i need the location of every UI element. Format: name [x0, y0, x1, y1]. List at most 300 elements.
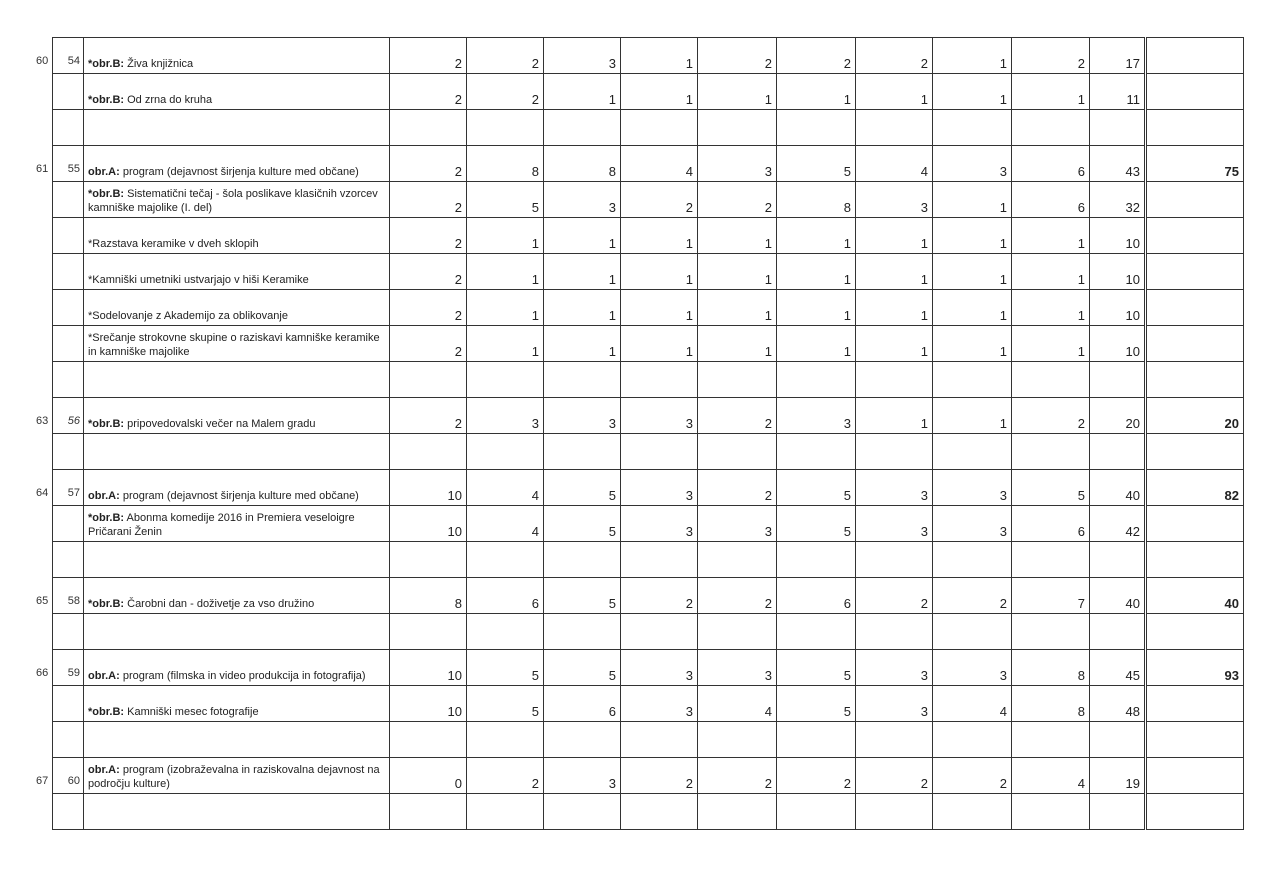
score-cell: 1: [621, 290, 698, 326]
form-prefix: obr.A:: [88, 490, 120, 502]
seq-cell: [53, 254, 84, 290]
total-cell: 17: [1090, 38, 1146, 74]
score-cell: 5: [544, 470, 621, 506]
description-text: Sistematični tečaj - šola poslikave klasičnih vzorcev kamniške majolike (I. del): [88, 188, 378, 214]
score-cell: [698, 110, 777, 146]
score-cell: [777, 722, 856, 758]
score-cell: [621, 362, 698, 398]
score-cell: 2: [777, 758, 856, 794]
score-cell: 2: [390, 326, 467, 362]
score-cell: 3: [856, 686, 933, 722]
grand-total-cell: [1146, 506, 1244, 542]
score-cell: 2: [933, 578, 1012, 614]
score-cell: 1: [544, 74, 621, 110]
score-cell: 3: [621, 506, 698, 542]
seq-cell: [53, 326, 84, 362]
score-cell: 8: [390, 578, 467, 614]
score-cell: [777, 110, 856, 146]
score-cell: 4: [467, 470, 544, 506]
score-cell: [1012, 794, 1090, 830]
score-cell: 3: [698, 650, 777, 686]
description-cell: [84, 542, 390, 578]
total-cell: [1090, 542, 1146, 578]
score-cell: 3: [467, 398, 544, 434]
score-cell: 1: [856, 254, 933, 290]
score-cell: 2: [390, 290, 467, 326]
grand-total-cell: [1146, 254, 1244, 290]
grand-total-cell: [1146, 722, 1244, 758]
score-cell: 6: [1012, 146, 1090, 182]
score-cell: 2: [856, 758, 933, 794]
total-cell: 32: [1090, 182, 1146, 218]
score-cell: 3: [621, 398, 698, 434]
table-row: [53, 146, 1244, 182]
score-cell: [390, 362, 467, 398]
form-prefix: obr.A:: [88, 166, 120, 178]
score-cell: 2: [390, 254, 467, 290]
total-cell: [1090, 614, 1146, 650]
sequence-number: 55: [67, 163, 80, 175]
score-cell: 2: [467, 74, 544, 110]
seq-cell: [53, 542, 84, 578]
score-cell: [390, 434, 467, 470]
score-cell: 2: [467, 38, 544, 74]
score-cell: 6: [1012, 506, 1090, 542]
score-cell: [856, 542, 933, 578]
score-cell: 5: [777, 650, 856, 686]
description-text: *Kamniški umetniki ustvarjajo v hiši Keramike: [88, 274, 309, 286]
description-cell: [84, 290, 390, 326]
score-cell: 1: [621, 74, 698, 110]
form-prefix: *obr.B:: [88, 94, 125, 106]
score-cell: 3: [933, 506, 1012, 542]
score-cell: 7: [1012, 578, 1090, 614]
score-cell: [621, 614, 698, 650]
seq-cell: [53, 74, 84, 110]
sequence-number: 57: [67, 487, 80, 499]
description-text: *Srečanje strokovne skupine o raziskavi kamniške keramike in kamniške majolike: [88, 332, 380, 358]
blank-row: [53, 362, 1244, 398]
score-cell: [933, 614, 1012, 650]
score-cell: [777, 542, 856, 578]
score-cell: 2: [933, 758, 1012, 794]
score-cell: [467, 110, 544, 146]
score-cell: 3: [777, 398, 856, 434]
table-row: [53, 686, 1244, 722]
table-row: [53, 218, 1244, 254]
score-cell: [933, 434, 1012, 470]
grand-total-cell: [1146, 218, 1244, 254]
score-cell: 2: [698, 182, 777, 218]
score-cell: 1: [1012, 74, 1090, 110]
score-cell: 3: [856, 506, 933, 542]
score-cell: 1: [856, 326, 933, 362]
score-cell: [621, 434, 698, 470]
seq-cell: [53, 110, 84, 146]
table-body: [53, 38, 1244, 830]
score-cell: 2: [467, 758, 544, 794]
sequence-number: 58: [67, 595, 80, 607]
description-text: program (filmska in video produkcija in fotografija): [119, 670, 366, 682]
score-cell: [544, 794, 621, 830]
outer-row-number: 64: [36, 487, 49, 499]
total-cell: [1090, 794, 1146, 830]
score-cell: 1: [777, 290, 856, 326]
score-cell: 2: [1012, 398, 1090, 434]
score-cell: [777, 614, 856, 650]
score-cell: 4: [856, 146, 933, 182]
score-cell: [698, 542, 777, 578]
score-cell: 1: [1012, 326, 1090, 362]
score-cell: [1012, 542, 1090, 578]
sequence-number: 54: [67, 55, 80, 67]
sequence-number: 59: [67, 667, 80, 679]
description-text: program (izobraževalna in raziskovalna dejavnost na področju kulture): [88, 764, 380, 790]
description-text: program (dejavnost širjenja kulture med občane): [119, 490, 359, 502]
score-cell: 10: [390, 650, 467, 686]
total-cell: 42: [1090, 506, 1146, 542]
description-cell: [84, 614, 390, 650]
score-cell: [933, 794, 1012, 830]
sequence-number: 60: [67, 775, 80, 787]
table-row: [53, 290, 1244, 326]
form-prefix: *obr.B:: [88, 512, 125, 524]
description-cell: [84, 254, 390, 290]
grand-total-cell: [1146, 794, 1244, 830]
grand-total-cell: [1146, 614, 1244, 650]
score-cell: 3: [621, 650, 698, 686]
description-cell: [84, 434, 390, 470]
score-cell: 6: [467, 578, 544, 614]
score-cell: 1: [856, 74, 933, 110]
score-cell: 1: [933, 290, 1012, 326]
score-cell: 1: [544, 290, 621, 326]
score-cell: 1: [777, 74, 856, 110]
score-cell: 5: [777, 686, 856, 722]
score-cell: 1: [777, 254, 856, 290]
grand-total-cell: [1146, 74, 1244, 110]
seq-cell: [53, 290, 84, 326]
total-cell: 48: [1090, 686, 1146, 722]
score-cell: 1: [698, 254, 777, 290]
outer-row-number: 65: [36, 595, 49, 607]
score-cell: [467, 362, 544, 398]
score-cell: [621, 542, 698, 578]
grand-total-cell: [1146, 38, 1244, 74]
score-cell: 4: [1012, 758, 1090, 794]
table-row: [53, 578, 1244, 614]
total-cell: 11: [1090, 74, 1146, 110]
score-cell: 1: [467, 326, 544, 362]
score-cell: 3: [856, 470, 933, 506]
score-cell: 8: [467, 146, 544, 182]
seq-cell: [53, 182, 84, 218]
score-cell: 2: [621, 182, 698, 218]
blank-row: [53, 542, 1244, 578]
score-cell: 5: [467, 182, 544, 218]
score-cell: 10: [390, 470, 467, 506]
score-cell: 8: [1012, 650, 1090, 686]
description-text: *Razstava keramike v dveh sklopih: [88, 238, 259, 250]
score-cell: 1: [933, 254, 1012, 290]
description-cell: [84, 686, 390, 722]
score-cell: 1: [698, 326, 777, 362]
score-cell: 3: [856, 182, 933, 218]
score-cell: 1: [544, 254, 621, 290]
seq-cell: [53, 686, 84, 722]
blank-row: [53, 434, 1244, 470]
description-text: Abonma komedije 2016 in Premiera veseloigre Pričarani Ženin: [88, 512, 355, 538]
score-cell: 2: [390, 218, 467, 254]
score-cell: 3: [544, 182, 621, 218]
score-cell: [856, 794, 933, 830]
description-text: Živa knjižnica: [124, 58, 194, 70]
score-cell: 5: [777, 470, 856, 506]
seq-cell: [53, 794, 84, 830]
score-cell: 1: [698, 74, 777, 110]
score-cell: [777, 362, 856, 398]
score-cell: 5: [777, 506, 856, 542]
score-cell: [390, 794, 467, 830]
score-cell: 3: [698, 506, 777, 542]
score-cell: 1: [467, 218, 544, 254]
description-cell: [84, 218, 390, 254]
description-text: Kamniški mesec fotografije: [124, 706, 259, 718]
grand-total-cell: 20: [1146, 398, 1244, 434]
blank-row: [53, 794, 1244, 830]
score-cell: 6: [544, 686, 621, 722]
table-row: [53, 38, 1244, 74]
grand-total-cell: [1146, 110, 1244, 146]
score-cell: [467, 722, 544, 758]
score-cell: [1012, 614, 1090, 650]
score-cell: 1: [1012, 290, 1090, 326]
form-prefix: *obr.B:: [88, 706, 125, 718]
blank-row: [53, 614, 1244, 650]
description-cell: [84, 506, 390, 542]
form-prefix: obr.A:: [88, 670, 120, 682]
score-cell: [621, 110, 698, 146]
score-cell: [544, 434, 621, 470]
score-cell: 3: [856, 650, 933, 686]
score-cell: 1: [621, 254, 698, 290]
score-cell: 5: [544, 578, 621, 614]
score-cell: 1: [777, 218, 856, 254]
score-cell: 5: [544, 506, 621, 542]
grand-total-cell: 93: [1146, 650, 1244, 686]
scores-table: [52, 37, 1244, 830]
grand-total-cell: 75: [1146, 146, 1244, 182]
score-cell: 2: [698, 758, 777, 794]
description-cell: [84, 110, 390, 146]
score-cell: 4: [698, 686, 777, 722]
description-cell: [84, 182, 390, 218]
score-cell: [856, 722, 933, 758]
score-cell: 1: [856, 290, 933, 326]
grand-total-cell: [1146, 758, 1244, 794]
total-cell: 40: [1090, 470, 1146, 506]
total-cell: 40: [1090, 578, 1146, 614]
score-cell: [1012, 362, 1090, 398]
score-cell: [1012, 110, 1090, 146]
description-cell: [84, 470, 390, 506]
score-cell: 2: [621, 578, 698, 614]
score-cell: [621, 794, 698, 830]
description-cell: [84, 722, 390, 758]
score-cell: 1: [621, 326, 698, 362]
seq-cell: [53, 362, 84, 398]
score-cell: [390, 722, 467, 758]
score-cell: [390, 110, 467, 146]
table-row: [53, 398, 1244, 434]
score-cell: 1: [933, 398, 1012, 434]
score-cell: 1: [621, 38, 698, 74]
score-cell: 1: [933, 218, 1012, 254]
score-cell: 2: [621, 758, 698, 794]
score-cell: [777, 794, 856, 830]
table-row: [53, 506, 1244, 542]
score-cell: [698, 794, 777, 830]
description-cell: [84, 38, 390, 74]
seq-cell: [53, 722, 84, 758]
score-cell: [933, 362, 1012, 398]
table-row: [53, 326, 1244, 362]
description-cell: [84, 398, 390, 434]
score-cell: 8: [544, 146, 621, 182]
total-cell: 10: [1090, 218, 1146, 254]
score-cell: 5: [544, 650, 621, 686]
score-cell: [390, 614, 467, 650]
score-cell: 5: [777, 146, 856, 182]
grand-total-cell: 82: [1146, 470, 1244, 506]
total-cell: [1090, 434, 1146, 470]
score-cell: [698, 614, 777, 650]
description-text: Čarobni dan - doživetje za vso družino: [124, 598, 315, 610]
score-cell: [544, 110, 621, 146]
seq-cell: [53, 434, 84, 470]
seq-cell: [53, 614, 84, 650]
score-cell: 3: [698, 146, 777, 182]
score-cell: 1: [467, 290, 544, 326]
score-cell: [621, 722, 698, 758]
score-cell: 2: [698, 578, 777, 614]
score-cell: 2: [698, 470, 777, 506]
seq-cell: [53, 506, 84, 542]
total-cell: 43: [1090, 146, 1146, 182]
table-row: [53, 74, 1244, 110]
score-cell: [467, 794, 544, 830]
score-cell: [390, 542, 467, 578]
score-cell: [544, 722, 621, 758]
sequence-number: 56: [67, 415, 80, 427]
grand-total-cell: 40: [1146, 578, 1244, 614]
total-cell: 10: [1090, 290, 1146, 326]
score-cell: 3: [933, 470, 1012, 506]
score-cell: [698, 362, 777, 398]
score-cell: [1012, 722, 1090, 758]
total-cell: 20: [1090, 398, 1146, 434]
score-cell: 3: [933, 146, 1012, 182]
score-cell: [698, 722, 777, 758]
score-cell: 1: [621, 218, 698, 254]
score-cell: 4: [621, 146, 698, 182]
grand-total-cell: [1146, 290, 1244, 326]
total-cell: [1090, 722, 1146, 758]
total-cell: 45: [1090, 650, 1146, 686]
outer-row-number: 60: [36, 55, 49, 67]
score-cell: 2: [856, 578, 933, 614]
score-cell: 6: [777, 578, 856, 614]
score-cell: 3: [933, 650, 1012, 686]
blank-row: [53, 110, 1244, 146]
score-cell: 6: [1012, 182, 1090, 218]
table-row: [53, 758, 1244, 794]
score-cell: [698, 434, 777, 470]
score-cell: 1: [933, 182, 1012, 218]
score-cell: [856, 362, 933, 398]
score-cell: 2: [698, 398, 777, 434]
score-cell: [467, 434, 544, 470]
table-row: [53, 182, 1244, 218]
score-cell: 1: [777, 326, 856, 362]
description-cell: [84, 578, 390, 614]
score-cell: 3: [544, 38, 621, 74]
table-row: [53, 254, 1244, 290]
score-cell: [777, 434, 856, 470]
outer-row-number: 63: [36, 415, 49, 427]
total-cell: [1090, 110, 1146, 146]
score-cell: 2: [856, 38, 933, 74]
outer-row-number: 66: [36, 667, 49, 679]
grand-total-cell: [1146, 542, 1244, 578]
score-cell: 1: [698, 290, 777, 326]
form-prefix: *obr.B:: [88, 188, 125, 200]
score-cell: 2: [777, 38, 856, 74]
score-cell: 4: [467, 506, 544, 542]
score-cell: 10: [390, 506, 467, 542]
description-cell: [84, 326, 390, 362]
score-cell: [467, 542, 544, 578]
form-prefix: obr.A:: [88, 764, 120, 776]
score-cell: [544, 362, 621, 398]
score-cell: [856, 614, 933, 650]
score-cell: [933, 722, 1012, 758]
score-cell: 2: [698, 38, 777, 74]
score-cell: 1: [544, 218, 621, 254]
score-cell: 1: [856, 398, 933, 434]
score-cell: [1012, 434, 1090, 470]
score-cell: [467, 614, 544, 650]
score-cell: 3: [544, 398, 621, 434]
score-cell: 1: [933, 38, 1012, 74]
description-cell: [84, 74, 390, 110]
description-cell: [84, 362, 390, 398]
form-prefix: *obr.B:: [88, 58, 125, 70]
score-cell: 2: [390, 182, 467, 218]
score-cell: 2: [390, 146, 467, 182]
score-cell: [856, 434, 933, 470]
total-cell: 19: [1090, 758, 1146, 794]
grand-total-cell: [1146, 362, 1244, 398]
score-cell: 1: [1012, 254, 1090, 290]
description-cell: [84, 758, 390, 794]
table-row: [53, 470, 1244, 506]
table-row: [53, 650, 1244, 686]
description-text: Od zrna do kruha: [124, 94, 213, 106]
score-cell: 10: [390, 686, 467, 722]
score-cell: 5: [467, 686, 544, 722]
description-cell: [84, 146, 390, 182]
